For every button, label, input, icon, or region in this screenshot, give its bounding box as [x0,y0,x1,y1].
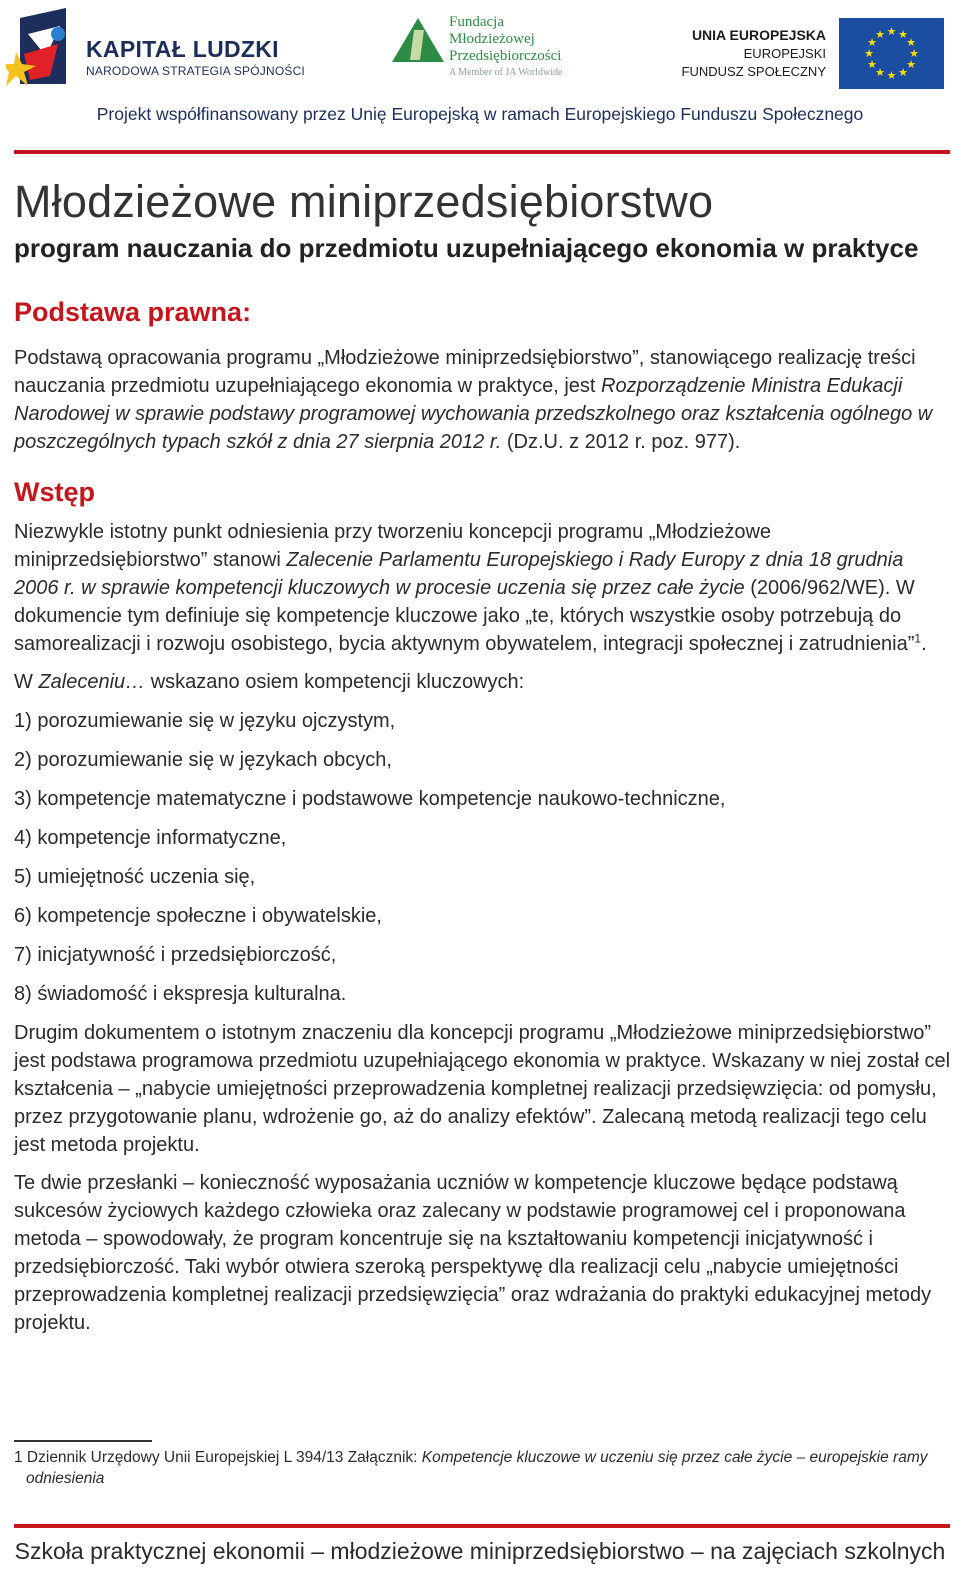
main-content [14,294,950,1337]
intro2-text-a: W [14,671,39,693]
svg-text:★: ★ [906,36,916,49]
intro-text-c: (2006/962/WE). W dokumencie tym definiuje się kompetencje kluczowe jako „te, których wszystkie osoby potrzebują do samorealizacji i rozwoju osobistego, bycia aktywnym obywatelem, integracji społecznej i zatrudnienia” [14,577,915,655]
section-heading-intro: Wstęp [14,477,95,507]
fundacja-line3: Przedsiębiorczości [449,48,562,64]
list-item: 3) kompetencje matematyczne i podstawowe kompetencje naukowo-techniczne, [14,788,726,810]
list-item: 7) inicjatywność i przedsiębiorczość, [14,944,337,966]
svg-text:★: ★ [864,47,874,60]
list-item: 2) porozumiewanie się w językach obcych, [14,749,392,771]
footnote-divider [14,1440,152,1442]
intro-paragraph-2 [14,668,950,696]
fundacja-line1: Fundacja [449,14,504,30]
intro-text-d: . [921,633,927,655]
cofinancing-note: Projekt współfinansowany przez Unię Europejską w ramach Europejskiego Funduszu Społecznego [96,104,864,124]
page-footer: Szkoła praktycznej ekonomii – młodzieżowe miniprzedsiębiorstwo – na zajęciach szkolnych [14,1538,946,1564]
page-title: Młodzieżowe miniprzedsiębiorstwo [14,176,714,227]
bottom-divider [14,1524,950,1528]
list-item: 8) świadomość i ekspresja kulturalna. [14,983,347,1005]
intro-paragraph-3: Drugim dokumentem o istotnym znaczeniu dla koncepcji programu „Młodzieżowe miniprzedsiębiorstwo” jest podstawa programowa przedmiotu uzupełniającego ekonomia w praktyce. Wskazany w niej został cel kształcenia – „nabycie umiejętności przeprowadzenia kompletnej realizacji przedsięwzięcia: od pomysłu, przez przygotowanie planu, wdrożenie go, aż do analizy efektów”. Zalecaną metodą realizacji tego celu jest metoda projektu. [14,1022,951,1156]
svg-text:★: ★ [898,66,908,79]
fundacja-logo-icon [390,16,446,64]
intro-text-a: Niezwykle istotny punkt odniesienia przy tworzeniu koncepcji programu „Młodzieżowe miniprzedsiębiorstwo” stanowi [14,521,772,571]
list-item: 5) umiejętność uczenia się, [14,866,256,888]
svg-text:★: ★ [867,58,877,71]
kapital-ludzki-subtitle: NARODOWA STRATEGIA SPÓJNOŚCI [86,64,305,78]
intro-recommendation-title: Zalecenie Parlamentu Europejskiego i Rady Europy z dnia 18 grudnia 2006 r. w sprawie kompetencji kluczowych w procesie uczenia się przez całe życie [14,549,904,599]
svg-text:★: ★ [875,28,885,41]
footnote [14,1447,944,1489]
legal-basis-regulation: Rozporządzenie Ministra Edukacji Narodowej w sprawie podstawy programowej wychowania przedszkolnego oraz kształcenia ogólnego w poszczególnych typach szkół z dnia 27 sierpnia 2012 r. [14,375,933,453]
fundacja-line2: Młodzieżowej [449,31,535,47]
list-item: 6) kompetencje społeczne i obywatelskie, [14,905,382,927]
intro2-italic: Zaleceniu… [38,671,146,693]
fundacja-member: A Member of JA Worldwide [449,67,563,78]
kapital-ludzki-title: KAPITAŁ LUDZKI [86,36,279,62]
footnote-ref[interactable]: 1 [914,631,922,646]
legal-basis-paragraph [14,344,950,456]
svg-text:★: ★ [886,25,897,38]
svg-text:★: ★ [906,58,916,71]
kapital-ludzki-logo [6,4,76,90]
legal-basis-text-c: (Dz.U. z 2012 r. poz. 977). [501,431,741,453]
section-heading-legal-basis: Podstawa prawna: [14,297,252,327]
svg-text:★: ★ [886,69,897,82]
ue-line2: EUROPEJSKI [743,46,826,61]
header [0,0,960,100]
ue-title: UNIA EUROPEJSKA [691,27,826,43]
intro-paragraph-1 [14,518,950,658]
competence-list [14,707,950,1008]
fundacja-name [449,14,561,65]
list-item: 1) porozumiewanie się w języku ojczystym, [14,710,396,732]
footnote-title: Kompetencje kluczowe w uczeniu się przez całe życie – europejskie ramy [421,1449,928,1466]
legal-basis-text-a: Podstawą opracowania programu „Młodzieżowe miniprzedsiębiorstwo”, stanowiącego realizację treści nauczania przedmiotu uzupełniającego ekonomia w praktyce, jest [14,347,916,397]
eu-flag-icon [839,18,944,89]
footnote-text: 1 Dziennik Urzędowy Unii Europejskiej L 394/13 Załącznik: [14,1449,422,1466]
svg-text:★: ★ [867,36,877,49]
page-subtitle: program nauczania do przedmiotu uzupełniającego ekonomia w praktyce [14,233,919,263]
svg-text:★: ★ [875,66,885,79]
svg-text:★: ★ [898,28,908,41]
svg-text:★: ★ [909,47,919,60]
footnote-title-cont: odniesienia [26,1470,105,1487]
intro-paragraph-4: Te dwie przesłanki – konieczność wyposażania uczniów w kompetencje kluczowe będące podstawą sukcesów życiowych każdego człowieka oraz zalecany w podstawie programowej cel i proponowana metoda – spowodowały, że program koncentruje się na kształtowaniu kompetencji inicjatywność i przedsiębiorczość. Taki wybór otwiera szeroką perspektywę dla realizacji celu „nabycie umiejętności przeprowadzenia kompletnej realizacji przedsięwzięcia” oraz wdrażania do praktyki edukacyjnej metody projektu. [14,1172,932,1334]
list-item: 4) kompetencje informatyczne, [14,827,287,849]
ue-line3: FUNDUSZ SPOŁECZNY [681,64,826,79]
top-divider [14,150,950,154]
intro2-text-c: wskazano osiem kompetencji kluczowych: [145,671,525,693]
